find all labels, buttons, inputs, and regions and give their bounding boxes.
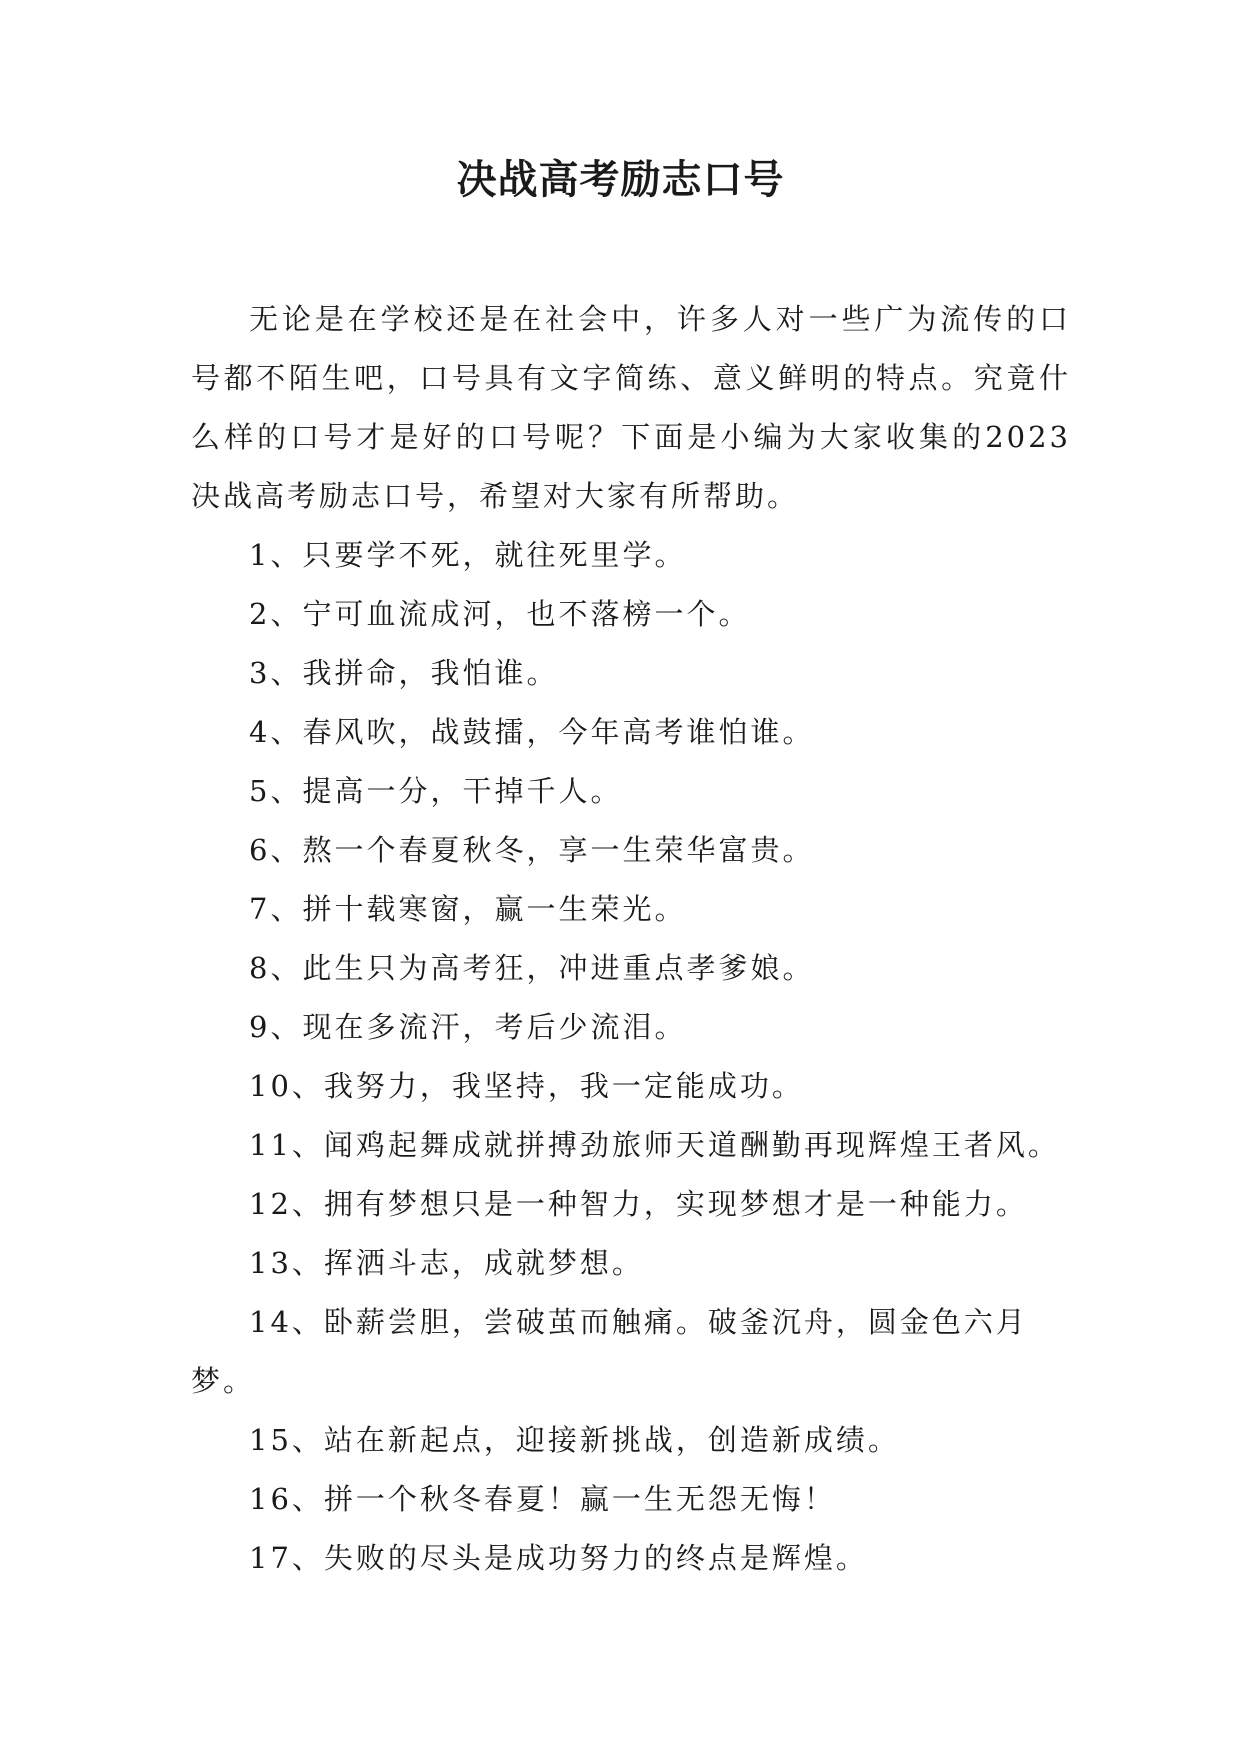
slogan-item: 5、提高一分，干掉千人。 <box>249 774 623 808</box>
intro-paragraph: 无论是在学校还是在社会中，许多人对一些广为流传的口号都不陌生吧，口号具有文字简练、意义鲜明的特点。究竟什么样的口号才是好的口号呢？下面是小编为大家收集的2023决战高考励志口号，希望对大家有所帮助。 <box>191 302 1071 513</box>
slogan-item: 9、现在多流汗，考后少流泪。 <box>249 1010 687 1044</box>
slogan-item: 11、闻鸡起舞成就拼搏劲旅师天道酬勤再现辉煌王者风。 <box>249 1128 1060 1162</box>
slogan-item: 2、宁可血流成河，也不落榜一个。 <box>249 597 751 631</box>
slogan-item: 16、拼一个秋冬春夏！赢一生无怨无悔！ <box>249 1482 836 1516</box>
slogan-item: 13、挥洒斗志，成就梦想。 <box>249 1246 644 1280</box>
slogan-item: 15、站在新起点，迎接新挑战，创造新成绩。 <box>249 1423 900 1457</box>
slogan-item: 1、只要学不死，就往死里学。 <box>249 538 687 572</box>
document-title: 决战高考励志口号 <box>456 156 785 203</box>
slogan-item: 7、拼十载寒窗，赢一生荣光。 <box>249 892 687 926</box>
slogan-item: 17、失败的尽头是成功努力的终点是辉煌。 <box>249 1541 868 1575</box>
slogan-list <box>191 526 1071 1588</box>
slogan-item: 12、拥有梦想只是一种智力，实现梦想才是一种能力。 <box>249 1187 1028 1221</box>
slogan-item: 3、我拼命，我怕谁。 <box>249 656 559 690</box>
slogan-item: 10、我努力，我坚持，我一定能成功。 <box>249 1069 804 1103</box>
slogan-item: 14、卧薪尝胆，尝破茧而触痛。破釜沉舟，圆金色六月梦。 <box>191 1305 1028 1398</box>
slogan-item: 4、春风吹，战鼓擂，今年高考谁怕谁。 <box>249 715 815 749</box>
slogan-item: 6、熬一个春夏秋冬，享一生荣华富贵。 <box>249 833 815 867</box>
document-body <box>191 290 1071 1588</box>
slogan-item: 8、此生只为高考狂，冲进重点孝爹娘。 <box>249 951 815 985</box>
